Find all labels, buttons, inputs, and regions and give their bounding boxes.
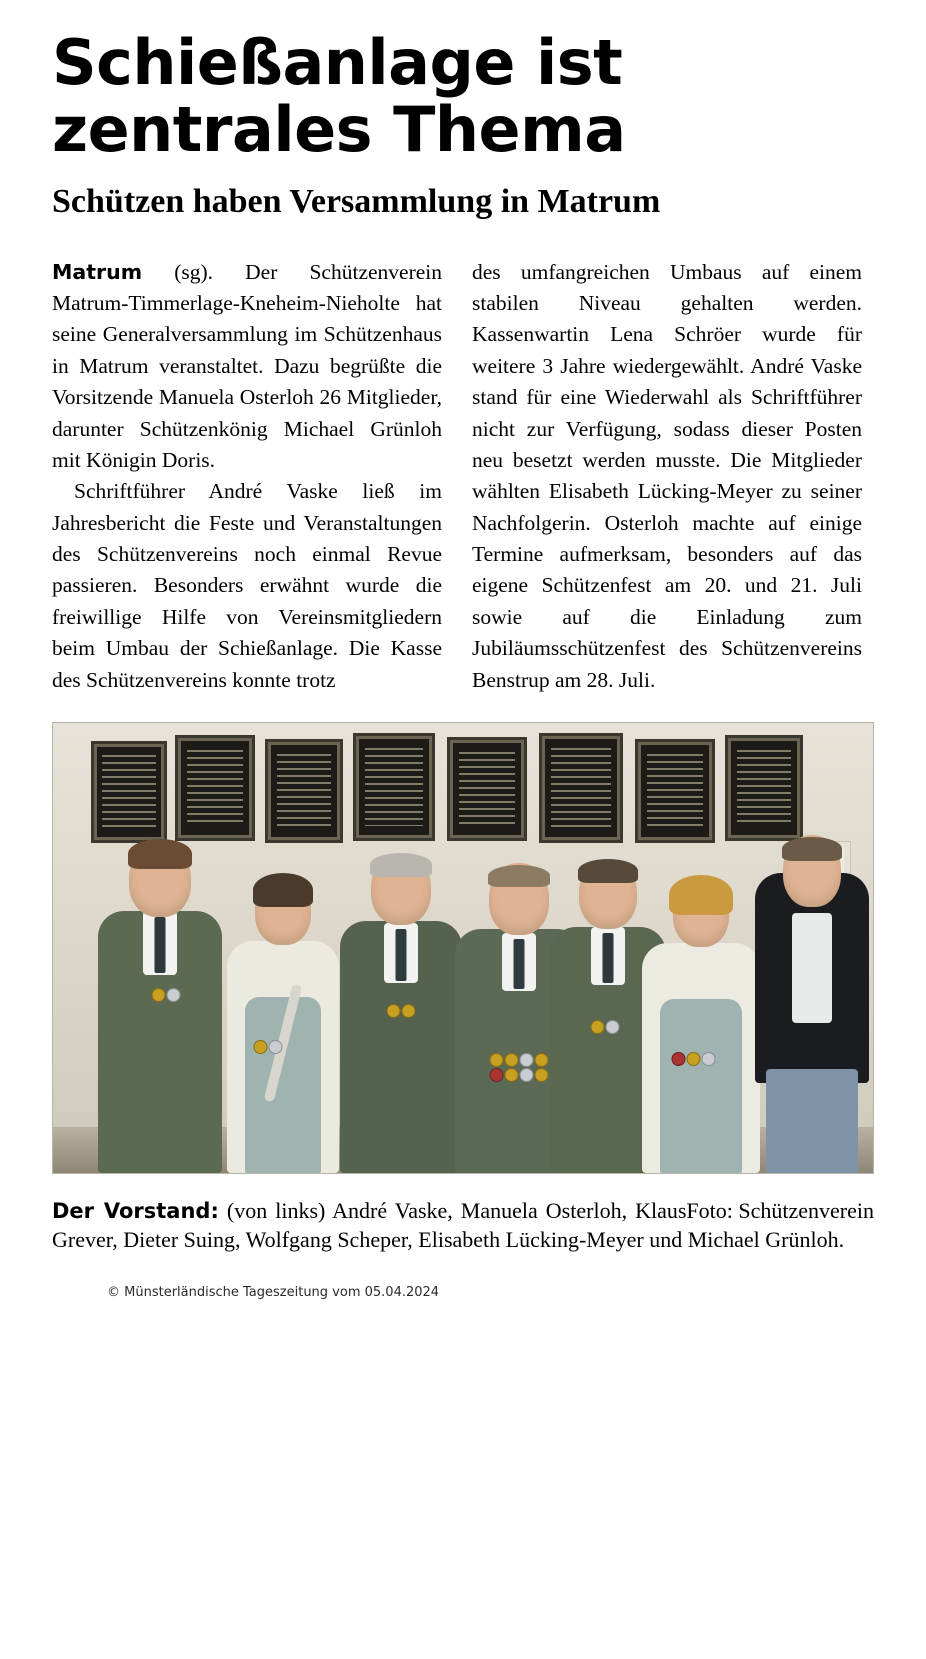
- person-figure: [223, 857, 343, 1173]
- medal: [167, 989, 179, 1001]
- hair: [370, 853, 432, 877]
- medal: [152, 989, 164, 1001]
- tie: [603, 933, 614, 983]
- person-figure: [639, 861, 763, 1173]
- king-plaque: [353, 733, 435, 841]
- headline-line-1: Schießanlage ist: [52, 26, 623, 99]
- tie: [396, 929, 407, 981]
- article-body: [52, 257, 874, 696]
- medal: [491, 1054, 503, 1066]
- king-plaque: [447, 737, 527, 841]
- copyright-notice: © Münsterländische Tageszeitung vom 05.04.2024: [107, 1284, 440, 1300]
- person-figure: [337, 831, 465, 1173]
- hair: [488, 865, 550, 887]
- dateline-author: (sg).: [174, 259, 214, 284]
- medal: [673, 1053, 685, 1065]
- hair: [253, 873, 313, 907]
- medal: [592, 1021, 604, 1033]
- medal: [521, 1069, 533, 1081]
- medal: [270, 1041, 282, 1053]
- medal: [388, 1005, 400, 1017]
- king-plaque: [635, 739, 715, 843]
- hair: [128, 839, 192, 869]
- medal: [506, 1069, 518, 1081]
- hair: [578, 859, 638, 883]
- medal: [403, 1005, 415, 1017]
- medal: [688, 1053, 700, 1065]
- article-column-right: [472, 257, 862, 696]
- dateline-place: Matrum: [52, 259, 143, 284]
- medal-group: [491, 1054, 548, 1081]
- medal: [255, 1041, 267, 1053]
- medal: [506, 1054, 518, 1066]
- king-plaque: [539, 733, 623, 843]
- jeans: [766, 1069, 858, 1173]
- medal: [703, 1053, 715, 1065]
- paragraph-1-text: Der Schützenverein Matrum-Timmerlage-Kneheim-Nieholte hat seine Generalversammlung im Schützenhaus in Matrum veranstaltet. Dazu begrüßte die Vorsitzende Manuela Osterloh 26 Mitglieder, darunter Schützenkönig Michael Grünloh mit Königin Doris.: [52, 259, 442, 472]
- caption-lead: Der Vorstand:: [52, 1198, 219, 1223]
- medal-group: [673, 1053, 730, 1065]
- page-title: [52, 26, 874, 166]
- medal: [536, 1069, 548, 1081]
- shirt: [792, 913, 832, 1023]
- paragraph-3: des umfangreichen Umbaus auf einem stabilen Niveau gehalten werden. Kassenwartin Lena Schröer wurde für weitere 3 Jahre wiedergewählt. André Vaske stand für eine Wiederwahl als Schriftführer nicht zur Verfügung, sodass dieser Posten neu besetzt werden musste. Die Mitglieder wählten Elisabeth Lücking-Meyer zu seiner Nachfolgerin. Osterloh machte auf einige Termine aufmerksam, besonders auf das eigene Schützenfest am 20. und 21. Juli sowie auf die Einladung zum Jubiläumsschützenfest des Schützenvereins Benstrup am 28. Juli.: [472, 259, 862, 692]
- medal-group: [152, 989, 209, 1001]
- medal: [536, 1054, 548, 1066]
- medal: [521, 1054, 533, 1066]
- hair: [782, 837, 842, 861]
- photo-credit: Foto: Schützenverein: [686, 1197, 874, 1223]
- medal: [491, 1069, 503, 1081]
- medal-group: [388, 1005, 445, 1017]
- hair: [669, 875, 733, 915]
- subheadline: Schützen haben Versammlung in Matrum: [52, 182, 661, 220]
- caption-text: (von links) André Vaske, Manuela Osterloh, Klaus Grever, Dieter Suing, Wolfgang Scheper, Elisabeth Lücking-Meyer und Michael Grünloh.: [52, 1197, 845, 1253]
- paragraph-2: Schriftführer André Vaske ließ im Jahresbericht die Feste und Veranstaltungen des Schützenvereins noch einmal Revue passieren. Besonders erwähnt wurde die freiwillige Hilfe von Vereinsmitgliedern beim Umbau der Schießanlage. Die Kasse des Schützenvereins konnte trotz: [52, 479, 442, 692]
- person-figure: [753, 823, 871, 1173]
- king-plaque: [265, 739, 343, 843]
- article-column-left: [52, 257, 442, 696]
- photo-caption: [52, 1196, 874, 1255]
- tie: [514, 939, 525, 989]
- medal: [607, 1021, 619, 1033]
- headline-line-2: zentrales Thema: [52, 92, 626, 166]
- article-photo: [52, 722, 874, 1174]
- tie: [155, 917, 166, 973]
- person-figure: [95, 815, 225, 1173]
- medal-group: [255, 1041, 312, 1053]
- vest: [660, 999, 742, 1173]
- paragraph-1: [52, 257, 442, 477]
